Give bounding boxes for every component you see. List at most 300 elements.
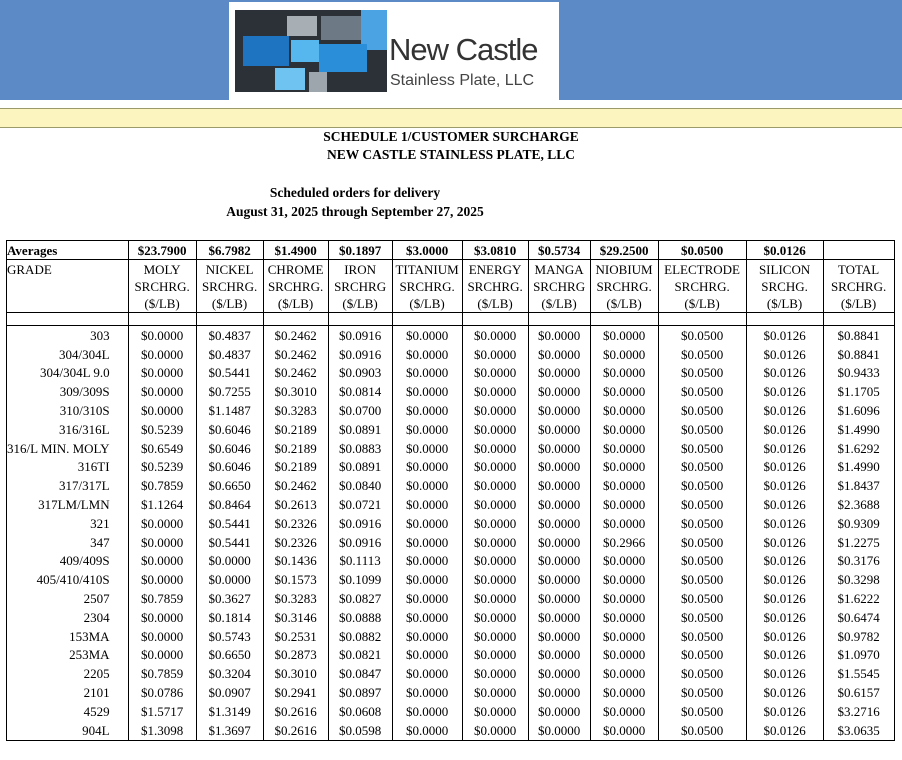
value-cell: $0.0126: [746, 495, 823, 514]
value-cell: $1.4990: [823, 458, 894, 477]
grade-cell: 4529: [7, 702, 129, 721]
average-cell: $3.0810: [462, 241, 528, 260]
value-cell: $1.0970: [823, 646, 894, 665]
grade-header: GRADE: [7, 260, 129, 279]
logo-subtitle: Stainless Plate, LLC: [390, 72, 535, 89]
surcharge-table: [6, 240, 895, 741]
surcharge-label-cell: SRCHRG: [328, 278, 392, 295]
value-cell: $0.3283: [263, 589, 328, 608]
average-cell: $0.1897: [328, 241, 392, 260]
element-names-row: [7, 260, 895, 279]
value-cell: $0.8841: [823, 345, 894, 364]
value-cell: $0.0000: [392, 420, 462, 439]
value-cell: $0.3298: [823, 570, 894, 589]
logo-graphic: [235, 10, 387, 92]
value-cell: $0.0126: [746, 570, 823, 589]
value-cell: $0.2616: [263, 702, 328, 721]
value-cell: $0.0000: [590, 664, 658, 683]
value-cell: $0.0000: [392, 721, 462, 740]
unit-cell: ($/LB): [823, 295, 894, 313]
average-cell: $29.2500: [590, 241, 658, 260]
element-name-cell: ELECTRODE: [658, 260, 746, 279]
value-cell: $0.2531: [263, 627, 328, 646]
element-name-cell: MANGA: [528, 260, 590, 279]
value-cell: $0.5441: [196, 364, 263, 383]
value-cell: $0.1436: [263, 552, 328, 571]
value-cell: $1.1487: [196, 401, 263, 420]
value-cell: $0.0000: [462, 382, 528, 401]
value-cell: $0.0000: [462, 420, 528, 439]
delivery-dates: August 31, 2025 through September 27, 2025: [226, 204, 484, 219]
value-cell: $0.0000: [392, 326, 462, 345]
value-cell: $0.0500: [658, 345, 746, 364]
value-cell: $1.3149: [196, 702, 263, 721]
value-cell: $0.0000: [590, 646, 658, 665]
value-cell: $0.1099: [328, 570, 392, 589]
value-cell: $0.2941: [263, 683, 328, 702]
table-row: [7, 514, 895, 533]
grade-cell: 2507: [7, 589, 129, 608]
surcharge-label-cell: SRCHRG.: [823, 278, 894, 295]
value-cell: $0.0000: [590, 702, 658, 721]
grade-cell: 409/409S: [7, 552, 129, 571]
grade-cell: 316/L MIN. MOLY: [7, 439, 129, 458]
value-cell: $0.0000: [128, 608, 196, 627]
surcharge-label-cell: SRCHRG.: [263, 278, 328, 295]
value-cell: $1.6222: [823, 589, 894, 608]
table-row: [7, 382, 895, 401]
value-cell: $0.0000: [590, 382, 658, 401]
value-cell: $0.0000: [528, 326, 590, 345]
value-cell: $0.0000: [528, 552, 590, 571]
table-row: [7, 345, 895, 364]
value-cell: $0.0500: [658, 627, 746, 646]
value-cell: $0.0883: [328, 439, 392, 458]
value-cell: $0.0916: [328, 345, 392, 364]
element-name-cell: NICKEL: [196, 260, 263, 279]
value-cell: $0.7859: [128, 589, 196, 608]
table-row: [7, 570, 895, 589]
value-cell: $0.0000: [462, 570, 528, 589]
average-cell: $1.4900: [263, 241, 328, 260]
value-cell: $0.0000: [462, 364, 528, 383]
value-cell: $0.0500: [658, 420, 746, 439]
value-cell: $0.8841: [823, 326, 894, 345]
value-cell: $0.0000: [590, 552, 658, 571]
value-cell: $1.2275: [823, 533, 894, 552]
value-cell: $0.0500: [658, 589, 746, 608]
value-cell: $0.0126: [746, 420, 823, 439]
value-cell: $0.0598: [328, 721, 392, 740]
value-cell: $0.0126: [746, 627, 823, 646]
value-cell: $1.5717: [128, 702, 196, 721]
value-cell: $0.0126: [746, 382, 823, 401]
spacer-cell: [462, 313, 528, 326]
spacer-cell: [196, 313, 263, 326]
value-cell: $0.0126: [746, 589, 823, 608]
value-cell: $0.2189: [263, 420, 328, 439]
element-name-cell: TITANIUM: [392, 260, 462, 279]
value-cell: $0.0500: [658, 476, 746, 495]
value-cell: $0.0500: [658, 721, 746, 740]
divider-band: [0, 108, 902, 128]
value-cell: $0.0500: [658, 552, 746, 571]
surcharge-label-cell: SRCHG.: [746, 278, 823, 295]
value-cell: $0.0000: [590, 345, 658, 364]
value-cell: $0.0000: [528, 401, 590, 420]
grade-cell: 321: [7, 514, 129, 533]
value-cell: $0.0000: [528, 458, 590, 477]
value-cell: $0.0500: [658, 495, 746, 514]
value-cell: $0.3146: [263, 608, 328, 627]
value-cell: $0.0907: [196, 683, 263, 702]
value-cell: $0.2326: [263, 533, 328, 552]
value-cell: $0.0500: [658, 664, 746, 683]
value-cell: $0.0126: [746, 533, 823, 552]
averages-label: Averages: [7, 241, 129, 260]
value-cell: $0.6046: [196, 439, 263, 458]
value-cell: $0.0500: [658, 401, 746, 420]
value-cell: $0.0000: [462, 345, 528, 364]
value-cell: $0.0000: [590, 439, 658, 458]
unit-cell: ($/LB): [528, 295, 590, 313]
units-row: [7, 295, 895, 313]
value-cell: $0.0000: [392, 514, 462, 533]
blank-cell: [7, 295, 129, 313]
value-cell: $0.7859: [128, 476, 196, 495]
value-cell: $0.0000: [528, 533, 590, 552]
value-cell: $0.0000: [392, 458, 462, 477]
value-cell: $0.0882: [328, 627, 392, 646]
value-cell: $0.0126: [746, 664, 823, 683]
value-cell: $0.0000: [128, 382, 196, 401]
value-cell: $0.0821: [328, 646, 392, 665]
grade-cell: 317/317L: [7, 476, 129, 495]
grade-cell: 405/410/410S: [7, 570, 129, 589]
table-row: [7, 608, 895, 627]
value-cell: $0.0000: [392, 646, 462, 665]
value-cell: $0.6549: [128, 439, 196, 458]
value-cell: $0.0500: [658, 570, 746, 589]
table-row: [7, 439, 895, 458]
value-cell: $0.0000: [528, 589, 590, 608]
value-cell: $0.5239: [128, 458, 196, 477]
value-cell: $0.6650: [196, 476, 263, 495]
value-cell: $0.0786: [128, 683, 196, 702]
value-cell: $0.0000: [528, 702, 590, 721]
unit-cell: ($/LB): [746, 295, 823, 313]
value-cell: $0.0000: [462, 552, 528, 571]
value-cell: $1.6096: [823, 401, 894, 420]
value-cell: $0.0500: [658, 326, 746, 345]
table-row: [7, 476, 895, 495]
value-cell: $0.0500: [658, 608, 746, 627]
value-cell: $0.0500: [658, 458, 746, 477]
value-cell: $0.0000: [590, 589, 658, 608]
value-cell: $0.0000: [590, 608, 658, 627]
value-cell: $0.0000: [528, 495, 590, 514]
value-cell: $0.0000: [462, 476, 528, 495]
value-cell: $0.0000: [528, 646, 590, 665]
average-cell: [823, 241, 894, 260]
table-row: [7, 401, 895, 420]
value-cell: $0.0000: [528, 683, 590, 702]
value-cell: $0.0000: [528, 345, 590, 364]
value-cell: $0.0500: [658, 702, 746, 721]
value-cell: $0.6157: [823, 683, 894, 702]
value-cell: $0.2873: [263, 646, 328, 665]
value-cell: $0.0500: [658, 364, 746, 383]
unit-cell: ($/LB): [196, 295, 263, 313]
value-cell: $0.0000: [590, 401, 658, 420]
value-cell: $0.5441: [196, 514, 263, 533]
value-cell: $0.2462: [263, 364, 328, 383]
unit-cell: ($/LB): [263, 295, 328, 313]
surcharge-label-cell: SRCHRG.: [392, 278, 462, 295]
grade-cell: 2304: [7, 608, 129, 627]
table-row: [7, 495, 895, 514]
grade-cell: 309/309S: [7, 382, 129, 401]
value-cell: $0.0897: [328, 683, 392, 702]
value-cell: $3.0635: [823, 721, 894, 740]
value-cell: $1.3697: [196, 721, 263, 740]
value-cell: $0.0000: [528, 382, 590, 401]
value-cell: $0.0000: [392, 382, 462, 401]
value-cell: $0.2966: [590, 533, 658, 552]
value-cell: $0.0000: [392, 345, 462, 364]
value-cell: $0.0000: [392, 608, 462, 627]
value-cell: $0.0000: [590, 326, 658, 345]
value-cell: $0.0000: [462, 646, 528, 665]
value-cell: $0.0000: [462, 702, 528, 721]
table-row: [7, 589, 895, 608]
value-cell: $0.0916: [328, 514, 392, 533]
value-cell: $0.0000: [128, 627, 196, 646]
value-cell: $0.0500: [658, 533, 746, 552]
value-cell: $0.0891: [328, 420, 392, 439]
table-row: [7, 533, 895, 552]
spacer-cell: [392, 313, 462, 326]
table-row: [7, 721, 895, 740]
value-cell: $1.1264: [128, 495, 196, 514]
value-cell: $0.0721: [328, 495, 392, 514]
value-cell: $2.3688: [823, 495, 894, 514]
value-cell: $1.3098: [128, 721, 196, 740]
spacer-cell: [328, 313, 392, 326]
value-cell: $0.9433: [823, 364, 894, 383]
value-cell: $0.2616: [263, 721, 328, 740]
value-cell: $0.0126: [746, 683, 823, 702]
value-cell: $0.2189: [263, 439, 328, 458]
value-cell: $0.0000: [528, 570, 590, 589]
average-cell: $0.0126: [746, 241, 823, 260]
value-cell: $0.0000: [462, 439, 528, 458]
average-cell: $0.5734: [528, 241, 590, 260]
value-cell: $0.6650: [196, 646, 263, 665]
value-cell: $0.0000: [590, 514, 658, 533]
value-cell: $0.0000: [462, 627, 528, 646]
value-cell: $0.0126: [746, 646, 823, 665]
value-cell: $0.0126: [746, 326, 823, 345]
value-cell: $0.0700: [328, 401, 392, 420]
value-cell: $0.0916: [328, 326, 392, 345]
value-cell: $0.0000: [528, 721, 590, 740]
value-cell: $1.8437: [823, 476, 894, 495]
value-cell: $0.3176: [823, 552, 894, 571]
value-cell: $0.0916: [328, 533, 392, 552]
grade-cell: 304/304L 9.0: [7, 364, 129, 383]
table-row: [7, 683, 895, 702]
value-cell: $0.0000: [462, 326, 528, 345]
value-cell: $0.0000: [392, 627, 462, 646]
grade-cell: 303: [7, 326, 129, 345]
value-cell: $0.0000: [528, 420, 590, 439]
value-cell: $0.6474: [823, 608, 894, 627]
average-cell: $3.0000: [392, 241, 462, 260]
value-cell: $1.1705: [823, 382, 894, 401]
grade-cell: 2101: [7, 683, 129, 702]
spacer-row: [7, 313, 895, 326]
value-cell: $0.0000: [462, 401, 528, 420]
value-cell: $0.1113: [328, 552, 392, 571]
value-cell: $0.0000: [392, 702, 462, 721]
value-cell: $0.1573: [263, 570, 328, 589]
value-cell: $0.0891: [328, 458, 392, 477]
value-cell: $0.7859: [128, 664, 196, 683]
grade-cell: 316/316L: [7, 420, 129, 439]
value-cell: $0.5239: [128, 420, 196, 439]
surcharge-label-cell: SRCHRG.: [658, 278, 746, 295]
element-name-cell: ENERGY: [462, 260, 528, 279]
grade-cell: 316TI: [7, 458, 129, 477]
value-cell: $0.0000: [196, 552, 263, 571]
value-cell: $0.0126: [746, 702, 823, 721]
value-cell: $0.0126: [746, 476, 823, 495]
value-cell: $0.0000: [590, 683, 658, 702]
table-row: [7, 364, 895, 383]
value-cell: $0.0903: [328, 364, 392, 383]
value-cell: $0.0000: [128, 326, 196, 345]
value-cell: $1.5545: [823, 664, 894, 683]
value-cell: $0.0126: [746, 458, 823, 477]
element-name-cell: CHROME: [263, 260, 328, 279]
element-name-cell: SILICON: [746, 260, 823, 279]
surcharge-label-cell: SRCHRG: [528, 278, 590, 295]
value-cell: $0.0827: [328, 589, 392, 608]
grade-cell: 153MA: [7, 627, 129, 646]
value-cell: $0.0126: [746, 345, 823, 364]
value-cell: $0.5441: [196, 533, 263, 552]
value-cell: $0.0000: [528, 439, 590, 458]
value-cell: $0.0000: [462, 683, 528, 702]
unit-cell: ($/LB): [392, 295, 462, 313]
value-cell: $0.0500: [658, 514, 746, 533]
spacer-cell: [128, 313, 196, 326]
value-cell: $0.0126: [746, 401, 823, 420]
value-cell: $0.0000: [392, 401, 462, 420]
table-row: [7, 420, 895, 439]
value-cell: $0.0000: [128, 646, 196, 665]
value-cell: $0.0000: [392, 683, 462, 702]
table-row: [7, 458, 895, 477]
value-cell: $0.0126: [746, 608, 823, 627]
value-cell: $0.0126: [746, 552, 823, 571]
value-cell: $0.3204: [196, 664, 263, 683]
surcharge-label-cell: SRCHRG.: [462, 278, 528, 295]
value-cell: $0.0000: [590, 420, 658, 439]
value-cell: $0.3283: [263, 401, 328, 420]
value-cell: $0.0000: [462, 664, 528, 683]
value-cell: $0.0000: [392, 476, 462, 495]
value-cell: $0.0000: [462, 514, 528, 533]
value-cell: $0.0000: [392, 570, 462, 589]
value-cell: $0.0000: [196, 570, 263, 589]
value-cell: $0.6046: [196, 458, 263, 477]
value-cell: $0.2462: [263, 345, 328, 364]
spacer-cell: [746, 313, 823, 326]
value-cell: $0.0000: [528, 476, 590, 495]
grade-cell: 253MA: [7, 646, 129, 665]
value-cell: $0.9309: [823, 514, 894, 533]
value-cell: $0.0000: [392, 533, 462, 552]
value-cell: $0.0000: [462, 495, 528, 514]
average-cell: $23.7900: [128, 241, 196, 260]
grade-cell: 304/304L: [7, 345, 129, 364]
value-cell: $0.0000: [590, 627, 658, 646]
grade-cell: 317LM/LMN: [7, 495, 129, 514]
table-row: [7, 326, 895, 345]
value-cell: $0.0000: [528, 514, 590, 533]
value-cell: $0.0000: [528, 608, 590, 627]
element-name-cell: MOLY: [128, 260, 196, 279]
value-cell: $0.0000: [462, 721, 528, 740]
value-cell: $0.2326: [263, 514, 328, 533]
value-cell: $0.0500: [658, 382, 746, 401]
value-cell: $0.0000: [590, 721, 658, 740]
surcharge-label-cell: SRCHRG.: [590, 278, 658, 295]
value-cell: $0.0126: [746, 439, 823, 458]
value-cell: $0.3627: [196, 589, 263, 608]
value-cell: $0.9782: [823, 627, 894, 646]
value-cell: $0.4837: [196, 345, 263, 364]
spacer-cell: [7, 313, 129, 326]
table-row: [7, 664, 895, 683]
value-cell: $0.0000: [590, 476, 658, 495]
company-logo: [229, 2, 559, 100]
value-cell: $3.2716: [823, 702, 894, 721]
value-cell: $0.0814: [328, 382, 392, 401]
value-cell: $0.3010: [263, 664, 328, 683]
spacer-cell: [528, 313, 590, 326]
value-cell: $0.2613: [263, 495, 328, 514]
surcharge-label-cell: SRCHRG.: [196, 278, 263, 295]
value-cell: $1.4990: [823, 420, 894, 439]
spacer-cell: [590, 313, 658, 326]
value-cell: $0.0000: [392, 439, 462, 458]
value-cell: $0.0126: [746, 514, 823, 533]
value-cell: $0.0000: [528, 627, 590, 646]
table-row: [7, 627, 895, 646]
value-cell: $0.0000: [128, 570, 196, 589]
value-cell: $0.0000: [128, 364, 196, 383]
value-cell: $0.0000: [590, 570, 658, 589]
value-cell: $0.2462: [263, 476, 328, 495]
value-cell: $0.0000: [590, 495, 658, 514]
element-name-cell: IRON: [328, 260, 392, 279]
unit-cell: ($/LB): [128, 295, 196, 313]
table-row: [7, 646, 895, 665]
table-row: [7, 552, 895, 571]
